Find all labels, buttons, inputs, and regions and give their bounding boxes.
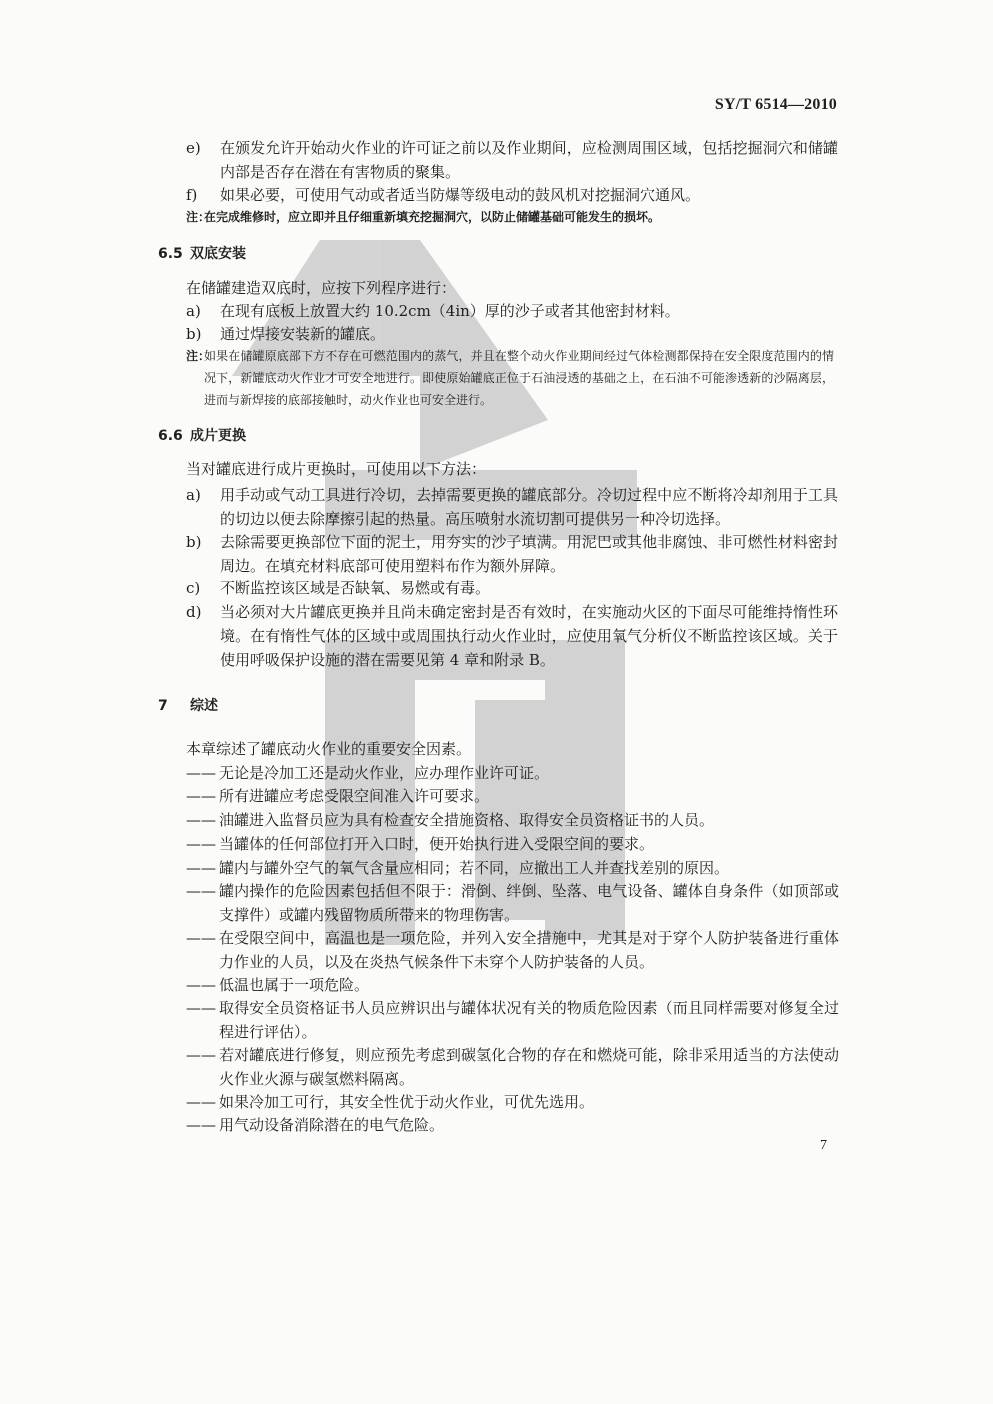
item-label: e) xyxy=(186,139,201,157)
section-heading-7 xyxy=(158,695,218,715)
bullet-text: 在受限空间中，高温也是一项危险，并列入安全措施中，尤其是对于穿个人防护装备进行重体力作业的人员，以及在炎热气候条件下未穿个人防护装备的人员。 xyxy=(219,929,839,971)
dash-marker: —— xyxy=(186,1046,216,1064)
dash-marker: —— xyxy=(186,835,216,853)
dash-marker: —— xyxy=(186,787,216,805)
section-heading-6-6 xyxy=(158,425,246,445)
dash-marker: —— xyxy=(186,764,216,782)
dash-marker: —— xyxy=(186,976,216,994)
note-label: 注： xyxy=(186,349,211,363)
item-label: f) xyxy=(186,186,198,204)
dash-marker: —— xyxy=(186,999,216,1017)
section-title: 双底安装 xyxy=(190,246,246,262)
section-title: 综述 xyxy=(190,698,218,714)
dash-marker: —— xyxy=(186,1093,216,1111)
dash-marker: —— xyxy=(186,882,216,900)
item-label: d) xyxy=(186,603,202,621)
note-text: 在完成维修时，应立即并且仔细重新填充挖掘洞穴，以防止储罐基础可能发生的损坏。 xyxy=(204,210,661,224)
bullet-text: 低温也属于一项危险。 xyxy=(219,976,370,994)
bullet-text: 当罐体的任何部位打开入口时，便开始执行进入受限空间的要求。 xyxy=(219,835,655,853)
item-text: 在颁发允许开始动火作业的许可证之前以及作业期间，应检测周围区域，包括挖掘洞穴和储罐内部是否存在潜在有害物质的聚集。 xyxy=(220,139,838,181)
item-label: b) xyxy=(186,325,202,343)
item-text: 不断监控该区域是否缺氧、易燃或有毒。 xyxy=(220,579,491,597)
bullet-text: 如果冷加工可行，其安全性优于动火作业，可优先选用。 xyxy=(219,1093,595,1111)
section-title: 成片更换 xyxy=(190,428,246,444)
note-label: 注： xyxy=(186,210,211,224)
dash-marker: —— xyxy=(186,1116,216,1134)
dash-marker: —— xyxy=(186,929,216,947)
bullet-text: 罐内操作的危险因素包括但不限于：滑倒、绊倒、坠落、电气设备、罐体自身条件（如顶部或支撑件）或罐内残留物质所带来的物理伤害。 xyxy=(219,882,839,924)
note-text: 如果在储罐原底部下方不存在可燃范围内的蒸气，并且在整个动火作业期间经过气体检测都保持在安全限度范围内的情况下，新罐底动火作业才可安全地进行。即使原始罐底正位于石油浸透的基础之上，在石油不可能渗透新的沙隔离层，进而与新焊接的底部接触时，动火作业也可安全进行。 xyxy=(204,349,834,407)
section-number: 7 xyxy=(158,698,168,714)
bullet-text: 用气动设备消除潜在的电气危险。 xyxy=(219,1116,445,1134)
item-text: 在现有底板上放置大约 10.2cm（4in）厚的沙子或者其他密封材料。 xyxy=(220,302,680,320)
dash-marker: —— xyxy=(186,811,216,829)
item-label: a) xyxy=(186,486,201,504)
item-label: c) xyxy=(186,579,201,597)
section-7-intro: 本章综述了罐底动火作业的重要安全因素。 xyxy=(186,740,472,758)
item-text: 通过焊接安装新的罐底。 xyxy=(220,325,386,343)
section-heading-6-5 xyxy=(158,243,246,263)
bullet-text: 无论是冷加工还是动火作业，应办理作业许可证。 xyxy=(219,764,550,782)
page-number: 7 xyxy=(820,1138,827,1153)
item-text: 如果必要，可使用气动或者适当防爆等级电动的鼓风机对挖掘洞穴通风。 xyxy=(220,186,701,204)
item-text: 用手动或气动工具进行冷切，去掉需要更换的罐底部分。冷切过程中应不断将冷却剂用于工具的切边以便去除摩擦引起的热量。高压喷射水流切割可提供另一种冷切选择。 xyxy=(220,486,838,528)
dash-marker: —— xyxy=(186,859,216,877)
standard-code-header: SY/T 6514—2010 xyxy=(714,96,837,113)
section-6-5-intro: 在储罐建造双底时，应按下列程序进行： xyxy=(186,279,457,297)
bullet-text: 罐内与罐外空气的氧气含量应相同；若不同，应撤出工人并查找差别的原因。 xyxy=(219,859,730,877)
bullet-text: 所有进罐应考虑受限空间准入许可要求。 xyxy=(219,787,490,805)
item-text: 去除需要更换部位下面的泥土，用夯实的沙子填满。用泥巴或其他非腐蚀、非可燃性材料密封周边。在填充材料底部可使用塑料布作为额外屏障。 xyxy=(220,533,838,575)
bullet-text: 若对罐底进行修复，则应预先考虑到碳氢化合物的存在和燃烧可能，除非采用适当的方法使动火作业火源与碳氢燃料隔离。 xyxy=(219,1046,839,1088)
bullet-text: 取得安全员资格证书人员应辨识出与罐体状况有关的物质危险因素（而且同样需要对修复全过程进行评估）。 xyxy=(219,999,839,1041)
section-6-6-intro: 当对罐底进行成片更换时，可使用以下方法： xyxy=(186,460,487,478)
item-text: 当必须对大片罐底更换并且尚未确定密封是否有效时，在实施动火区的下面尽可能维持惰性环境。在有惰性气体的区域中或周围执行动火作业时，应使用氧气分析仪不断监控该区域。关于使用呼吸保护设施的潜在需要见第 4 章和附录 B。 xyxy=(220,603,838,669)
section-number: 6.6 xyxy=(158,428,183,444)
item-label: a) xyxy=(186,302,201,320)
item-label: b) xyxy=(186,533,202,551)
bullet-text: 油罐进入监督员应为具有检查安全措施资格、取得安全员资格证书的人员。 xyxy=(219,811,715,829)
section-number: 6.5 xyxy=(158,246,183,262)
